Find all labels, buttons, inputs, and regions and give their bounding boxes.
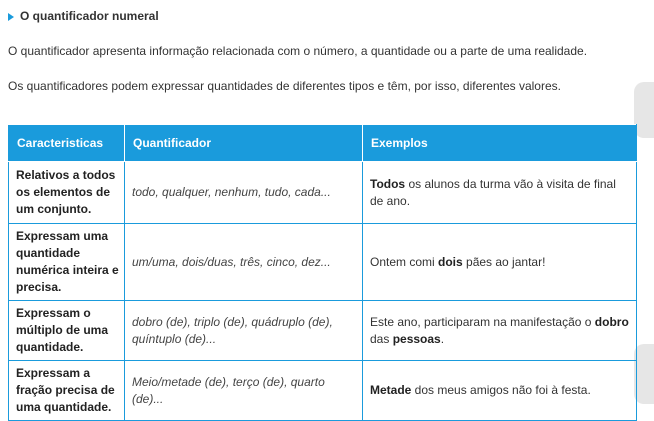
example-highlight: dobro <box>594 314 629 329</box>
section-heading <box>8 9 159 23</box>
intro-paragraph: O quantificador apresenta informação relacionada com o número, a quantidade ou a parte de uma realidade. <box>8 44 588 58</box>
example-text: Este ano, participaram na manifestação o <box>370 314 595 329</box>
quantifier-cell: todo, qualquer, nenhum, tudo, cada... <box>125 162 363 224</box>
triangle-right-icon <box>8 13 14 21</box>
quantifier-cell: Meio/metade (de), terço (de), quarto (de)... <box>125 361 363 421</box>
side-scroll-tab[interactable] <box>634 82 654 138</box>
characteristic-cell: Relativos a todos os elementos de um conjunto. <box>9 162 125 224</box>
characteristic-cell: Expressam uma quantidade numérica inteira e precisa. <box>9 224 125 301</box>
header-examples: Exemplos <box>363 125 637 162</box>
example-cell <box>363 224 637 301</box>
second-paragraph: Os quantificadores podem expressar quantidades de diferentes tipos e têm, por isso, diferentes valores. <box>8 79 561 93</box>
example-highlight: Todos <box>370 176 406 191</box>
side-scroll-tab-lower[interactable] <box>634 344 654 404</box>
example-cell <box>363 162 637 224</box>
example-highlight: pessoas <box>392 331 441 346</box>
quantifier-table <box>8 124 637 421</box>
table-row <box>9 224 637 301</box>
header-quantifier: Quantificador <box>125 125 363 162</box>
quantifier-cell: um/uma, dois/duas, três, cinco, dez... <box>125 224 363 301</box>
example-cell <box>363 361 637 421</box>
table-row <box>9 301 637 361</box>
example-text: . <box>440 331 445 346</box>
section-heading-text: O quantificador numeral <box>20 9 159 23</box>
example-text: Ontem comi <box>370 254 439 269</box>
example-text: das <box>370 331 393 346</box>
table-row <box>9 162 637 224</box>
example-cell <box>363 301 637 361</box>
characteristic-cell: Expressam a fração precisa de uma quantidade. <box>9 361 125 421</box>
example-text: os alunos da turma vão à visita de final de ano. <box>370 176 616 208</box>
example-text: dos meus amigos não foi à festa. <box>411 383 591 397</box>
table-row <box>9 361 637 421</box>
characteristic-cell: Expressam o múltiplo de uma quantidade. <box>9 301 125 361</box>
example-highlight: Metade <box>370 383 412 397</box>
example-text: pães ao jantar! <box>462 254 546 269</box>
quantifier-cell: dobro (de), triplo (de), quádruplo (de), quíntuplo (de)... <box>125 301 363 361</box>
header-characteristics: Caracteristicas <box>9 125 125 162</box>
table-header-row <box>9 125 637 162</box>
example-highlight: dois <box>438 254 463 269</box>
